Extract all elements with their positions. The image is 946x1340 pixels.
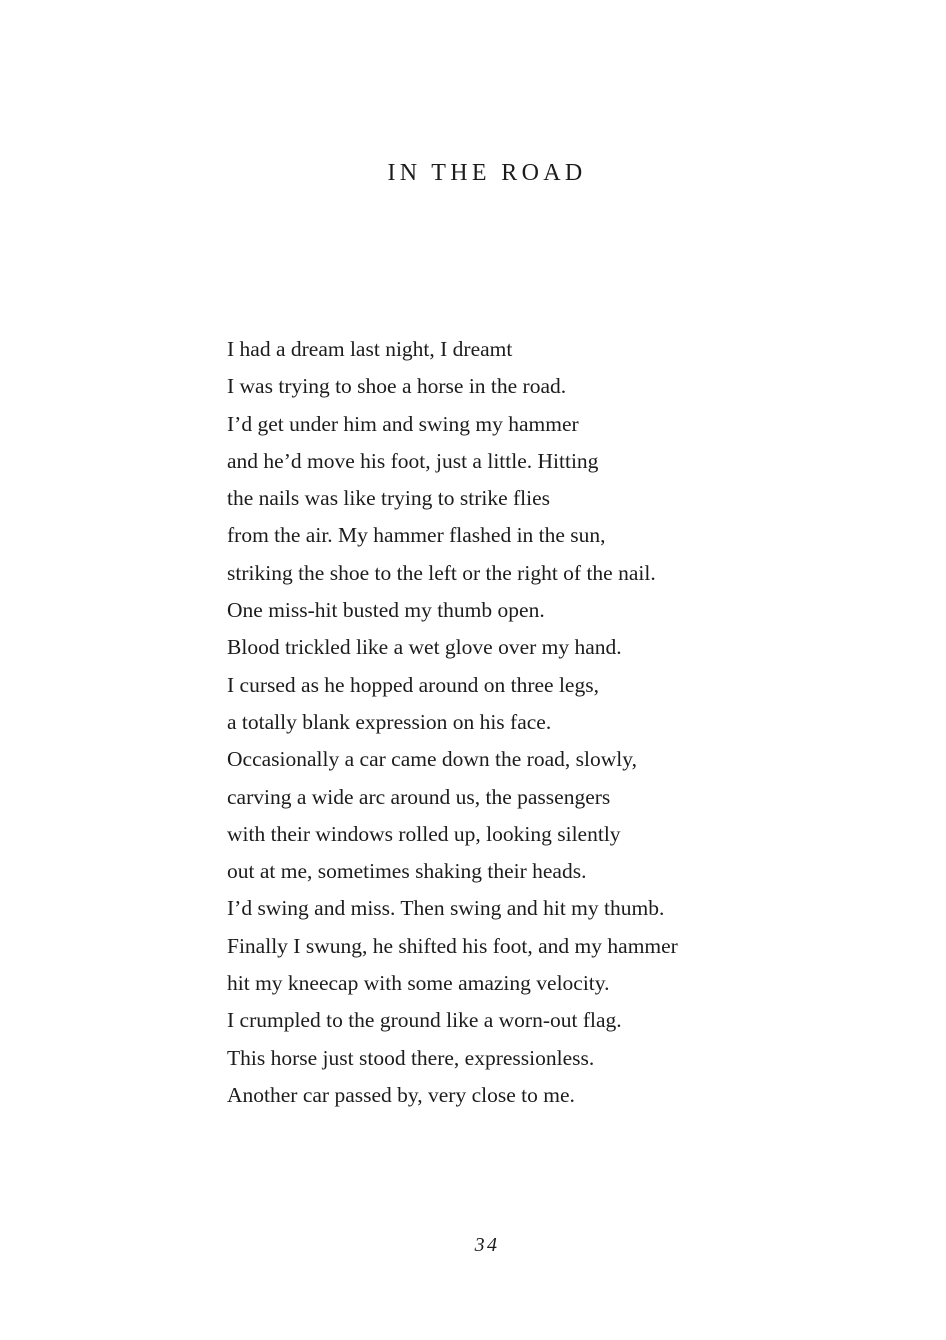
poem-line: I cursed as he hopped around on three legs, — [227, 672, 599, 697]
poem-line: carving a wide arc around us, the passengers — [227, 784, 611, 809]
poem-line: striking the shoe to the left or the right of the nail. — [227, 560, 656, 585]
poem-line: Another car passed by, very close to me. — [227, 1082, 575, 1107]
page-content — [227, 0, 747, 1340]
poem-line: Finally I swung, he shifted his foot, and my hammer — [227, 933, 678, 958]
poem-line: I was trying to shoe a horse in the road. — [227, 374, 567, 399]
poem-line: out at me, sometimes shaking their heads. — [227, 859, 587, 884]
poem-line: I’d swing and miss. Then swing and hit my thumb. — [227, 896, 665, 921]
poem-line: with their windows rolled up, looking silently — [227, 821, 621, 846]
poem-line: I had a dream last night, I dreamt — [227, 337, 513, 361]
poem-line: the nails was like trying to strike flies — [227, 486, 551, 511]
poem-body — [227, 331, 847, 1114]
poem-line: Blood trickled like a wet glove over my hand. — [227, 635, 622, 660]
poem-line: This horse just stood there, expressionless. — [227, 1045, 595, 1070]
page-number: 34 — [474, 1234, 500, 1256]
poem-line: One miss-hit busted my thumb open. — [227, 598, 545, 623]
poem-line: and he’d move his foot, just a little. Hitting — [227, 448, 599, 473]
poem-line: I’d get under him and swing my hammer — [227, 411, 579, 436]
poem-title: IN THE ROAD — [387, 160, 587, 187]
poem-line: I crumpled to the ground like a worn-out flag. — [227, 1008, 622, 1033]
poem-line: from the air. My hammer flashed in the sun, — [227, 523, 606, 548]
poem-line: Occasionally a car came down the road, slowly, — [227, 747, 637, 772]
poem-line: hit my kneecap with some amazing velocity. — [227, 971, 610, 996]
poem-line: a totally blank expression on his face. — [227, 709, 552, 734]
